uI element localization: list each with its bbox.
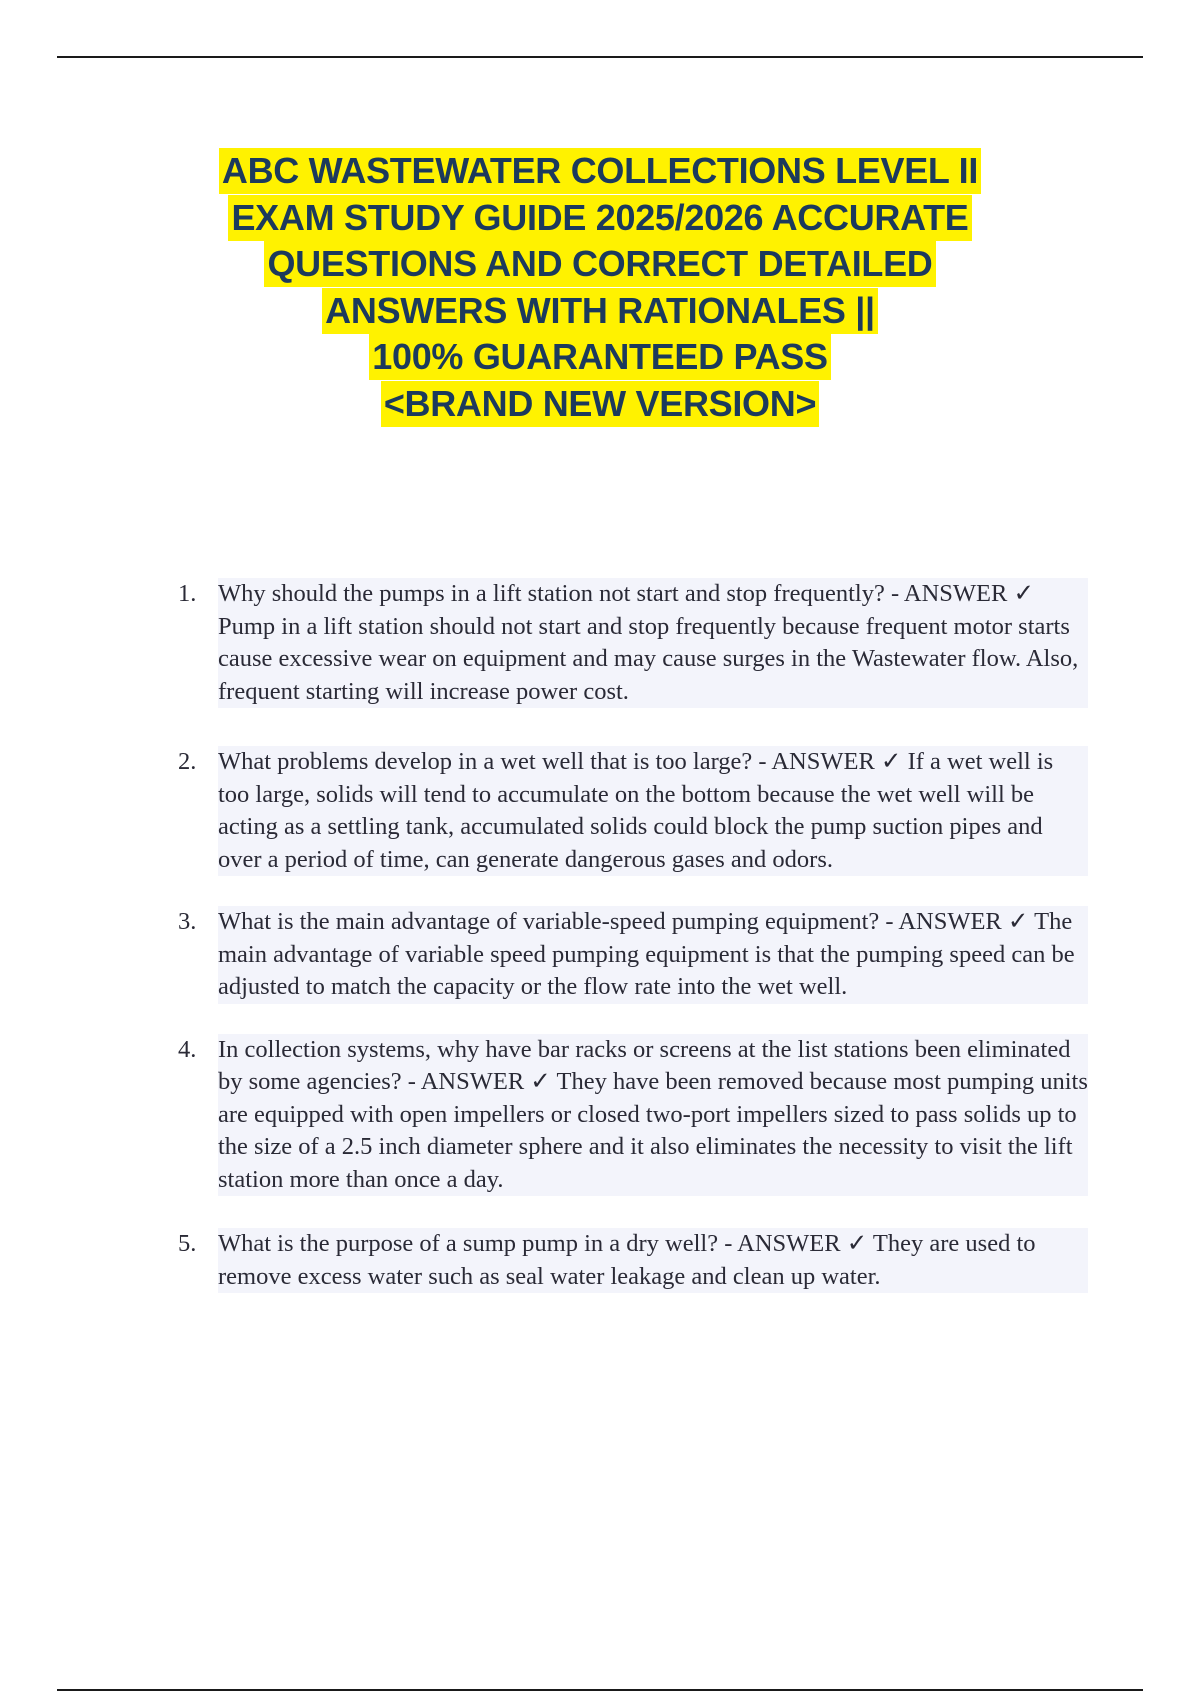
question-text: In collection systems, why have bar racks or screens at the list stations been eliminated by some agencies? - ANSWER ✓ They have been removed because most pumping units are equipped with open impellers or closed two-port impellers sized to pass solids up to the size of a 2.5 inch diameter sphere and it also eliminates the necessity to visit the lift station more than once a day. bbox=[218, 1034, 1088, 1197]
title-line-3: QUESTIONS AND CORRECT DETAILED bbox=[264, 241, 935, 287]
document-title bbox=[100, 148, 1100, 427]
question-number: 3. bbox=[178, 908, 197, 935]
title-line-4: ANSWERS WITH RATIONALES || bbox=[322, 288, 878, 334]
header-rule bbox=[57, 56, 1143, 58]
question-number: 4. bbox=[178, 1035, 197, 1063]
list-item bbox=[178, 578, 1088, 708]
question-number: 1. bbox=[178, 580, 197, 607]
question-number: 5. bbox=[178, 1230, 197, 1257]
question-number: 2. bbox=[178, 748, 197, 775]
title-line-6: <BRAND NEW VERSION> bbox=[381, 381, 819, 427]
footer-rule bbox=[57, 1689, 1143, 1691]
list-item bbox=[178, 1228, 1088, 1293]
question-text: What problems develop in a wet well that is too large? - ANSWER ✓ If a wet well is too large, solids will tend to accumulate on the bottom because the wet well will be acting as a settling tank, accumulated solids could block the pump suction pipes and over a period of time, can generate dangerous gases and odors. bbox=[218, 746, 1088, 876]
question-text: What is the purpose of a sump pump in a dry well? - ANSWER ✓ They are used to remove excess water such as seal water leakage and clean up water. bbox=[218, 1228, 1088, 1293]
list-item bbox=[178, 746, 1088, 876]
question-text: What is the main advantage of variable-speed pumping equipment? - ANSWER ✓ The main advantage of variable speed pumping equipment is that the pumping speed can be adjusted to match the capacity or the flow rate into the wet well. bbox=[218, 906, 1088, 1004]
list-item bbox=[178, 906, 1088, 1004]
question-text: Why should the pumps in a lift station not start and stop frequently? - ANSWER ✓ Pump in a lift station should not start and stop frequently because frequent motor starts cause excessive wear on equipment and may cause surges in the Wastewater flow. Also, frequent starting will increase power cost. bbox=[218, 578, 1088, 708]
title-line-1: ABC WASTEWATER COLLECTIONS LEVEL II bbox=[219, 148, 981, 194]
list-item bbox=[178, 1034, 1088, 1197]
title-line-5: 100% GUARANTEED PASS bbox=[369, 334, 830, 380]
question-list bbox=[178, 578, 1088, 1293]
title-line-2: EXAM STUDY GUIDE 2025/2026 ACCURATE bbox=[228, 195, 971, 241]
